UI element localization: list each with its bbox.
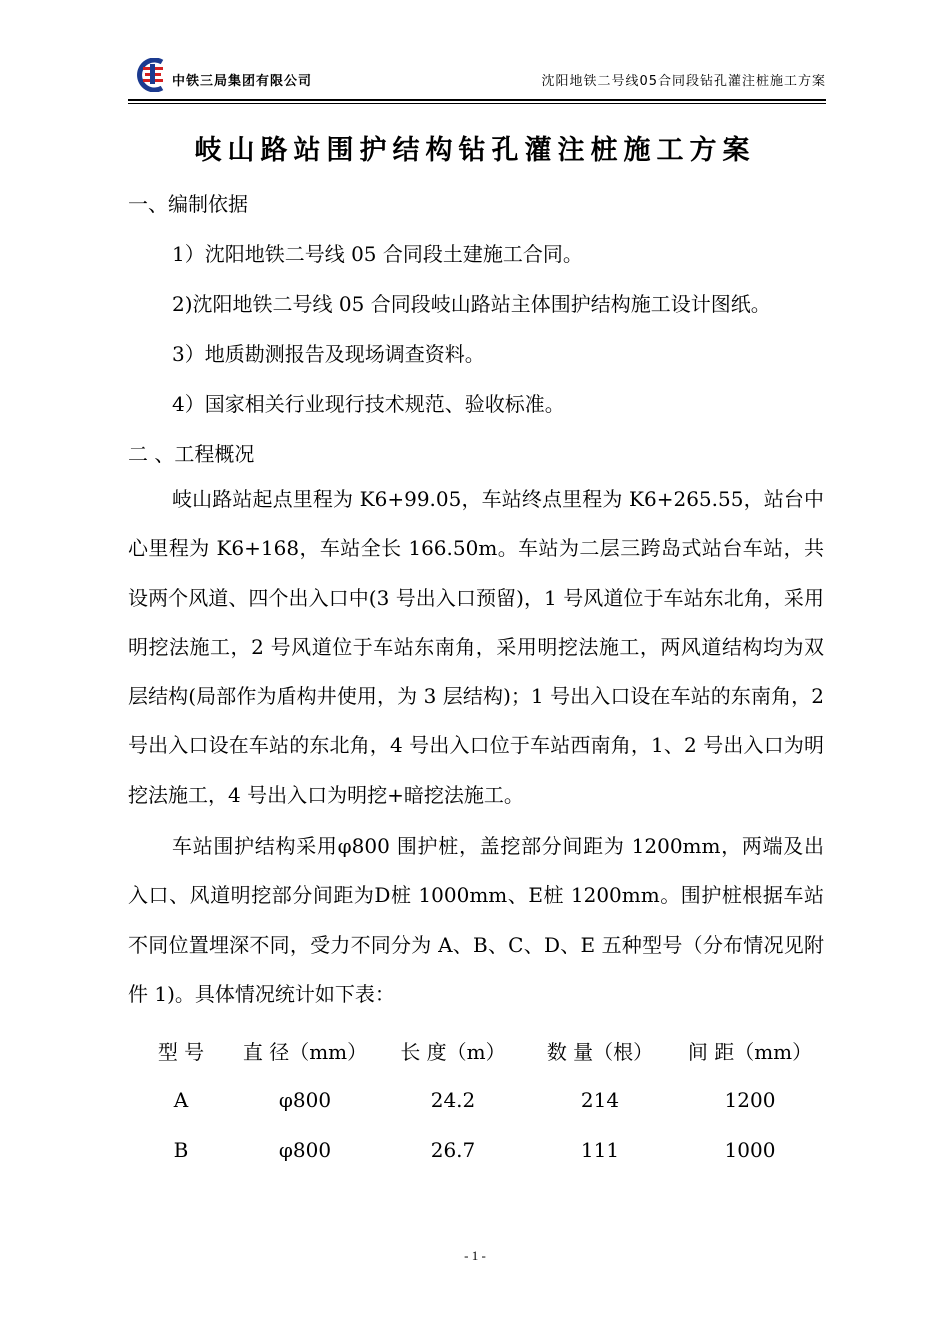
table-header-cell: 型 号 — [157, 1040, 205, 1064]
table-cell: φ800 — [278, 1138, 332, 1162]
project-name: 沈阳地铁二号线05合同段钻孔灌注桩施工方案 — [541, 74, 826, 89]
basis-item-4: 4）国家相关行业现行技术规范、验收标准。 — [172, 392, 565, 416]
table-header-cell: 直 径（mm） — [242, 1040, 368, 1064]
table-header-cell: 长 度（m） — [400, 1040, 506, 1064]
company-logo-icon — [132, 58, 172, 92]
page-header — [128, 56, 826, 96]
table-header-cell: 间 距（mm） — [687, 1040, 813, 1064]
table-cell: 1200 — [724, 1088, 776, 1112]
table-cell: B — [173, 1138, 189, 1162]
overview-paragraph-1: 岐山路站起点里程为 K6+99.05，车站终点里程为 K6+265.55，站台中心里程为 K6+168，车站全长 166.50m。车站为二层三跨岛式站台车站，共设两个风道、四个出入口中(3 号出入口预留)，1 号风道位于车站东北角，采用明挖法施工，2 号风道位于车站东南角，采用明挖法施工，两风道结构均为双层结构(局部作为盾构井使用，为 3 层结构)；1 号出入口设在车站的东南角，2 号出入口设在车站的东北角，4 号出入口位于车站西南角，1、2 号出入口为明挖法施工，4 号出入口为明挖+暗挖法施工。 — [128, 487, 824, 807]
basis-item-3: 3）地质勘测报告及现场调查资料。 — [172, 342, 485, 366]
overview-paragraph-2: 车站围护结构采用φ800 围护桩，盖挖部分间距为 1200mm，两端及出入口、风道明挖部分间距为D桩 1000mm、E桩 1200mm。围护桩根据车站不同位置埋深不同，受力不同分为 A、B、C、D、E 五种型号（分布情况见附件 1)。具体情况统计如下表： — [128, 834, 824, 1006]
table-cell: 1000 — [724, 1138, 776, 1162]
section-heading-overview: 二 、工程概况 — [128, 442, 255, 466]
header-rule-thin — [128, 103, 826, 104]
table-header-row — [128, 1036, 828, 1066]
basis-item-2: 2)沈阳地铁二号线 05 合同段岐山路站主体围护结构施工设计图纸。 — [172, 292, 771, 316]
table-cell: 111 — [580, 1138, 620, 1162]
table-cell: 24.2 — [430, 1088, 476, 1112]
table-cell: φ800 — [278, 1088, 332, 1112]
table-cell: 214 — [580, 1088, 620, 1112]
page-number: - 1 - — [464, 1248, 486, 1263]
table-header-cell: 数 量（根） — [546, 1040, 654, 1064]
section-heading-basis: 一、编制依据 — [128, 192, 248, 216]
header-rule-thick — [128, 99, 826, 101]
table-cell: A — [173, 1088, 189, 1112]
document-title: 岐山路站围护结构钻孔灌注桩施工方案 — [194, 135, 756, 166]
company-name: 中铁三局集团有限公司 — [172, 74, 313, 89]
basis-item-1: 1）沈阳地铁二号线 05 合同段土建施工合同。 — [172, 242, 583, 266]
table-row — [128, 1138, 828, 1168]
table-cell: 26.7 — [430, 1138, 476, 1162]
table-row — [128, 1088, 828, 1118]
